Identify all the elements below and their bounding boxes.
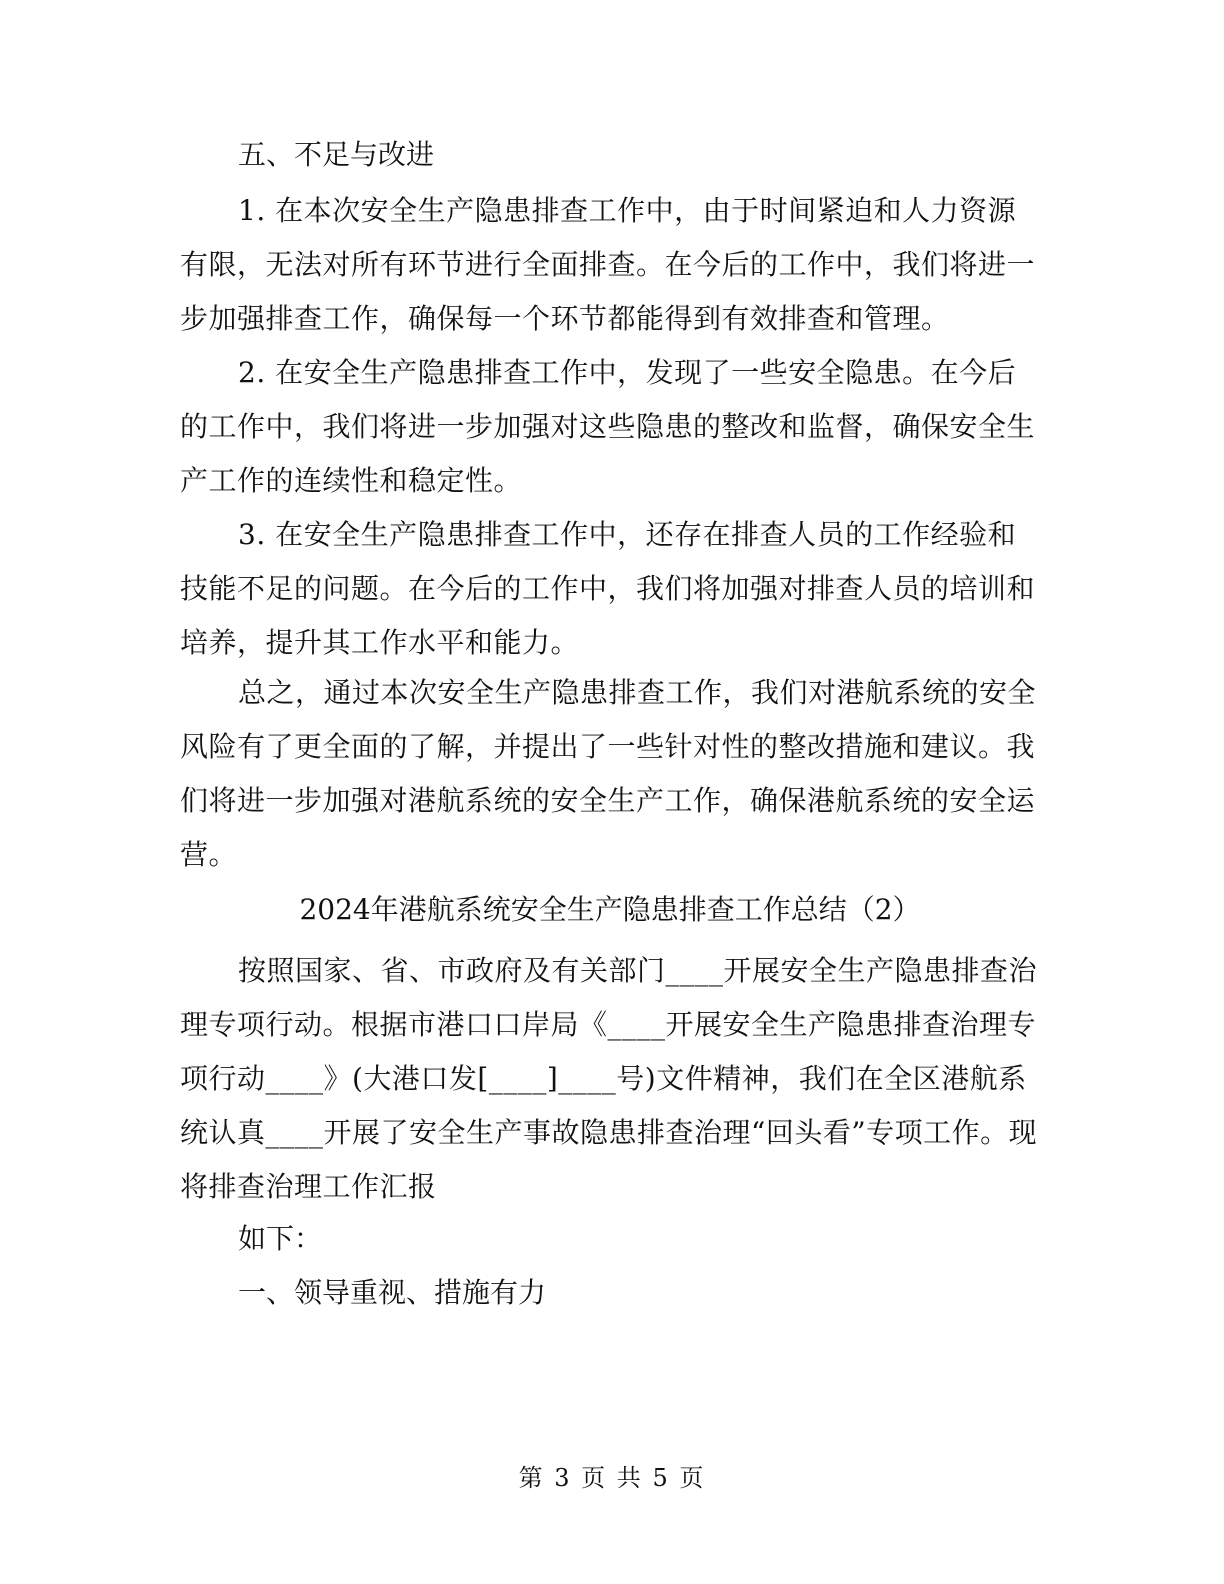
as-follows-text: 如下：	[238, 1222, 323, 1255]
improvement-item-1: 1. 在本次安全生产隐患排查工作中，由于时间紧迫和人力资源有限，无法对所有环节进行全面排查。在今后的工作中，我们将进一步加强排查工作，确保每一个环节都能得到有效排查和管理。	[180, 194, 1036, 335]
conclusion-paragraph: 总之，通过本次安全生产隐患排查工作，我们对港航系统的安全风险有了更全面的了解，并提出了一些针对性的整改措施和建议。我们将进一步加强对港航系统的安全生产工作，确保港航系统的安全运营。	[180, 676, 1037, 871]
section-five-heading: 五、不足与改进	[238, 138, 435, 171]
improvement-item-3: 3. 在安全生产隐患排查工作中，还存在排查人员的工作经验和技能不足的问题。在今后的工作中，我们将加强对排查人员的培训和培养，提升其工作水平和能力。	[180, 518, 1036, 659]
improvement-item-2: 2. 在安全生产隐患排查工作中，发现了一些安全隐患。在今后的工作中，我们将进一步加强对这些隐患的整改和监督，确保安全生产工作的连续性和稳定性。	[180, 356, 1036, 497]
page-number-footer: 第 3 页 共 5 页	[518, 1464, 706, 1492]
intro-paragraph: 按照国家、省、市政府及有关部门____开展安全生产隐患排查治理专项行动。根据市港口口岸局《____开展安全生产隐患排查治理专项行动____》(大港口发[____]____号)文件精神，我们在全区港航系统认真____开展了安全生产事故隐患排查治理“回头看”专项工作。现将排查治理工作汇报	[180, 954, 1038, 1203]
section-one-heading: 一、领导重视、措施有力	[238, 1276, 547, 1309]
document-title: 2024年港航系统安全生产隐患排查工作总结（2）	[299, 893, 921, 926]
